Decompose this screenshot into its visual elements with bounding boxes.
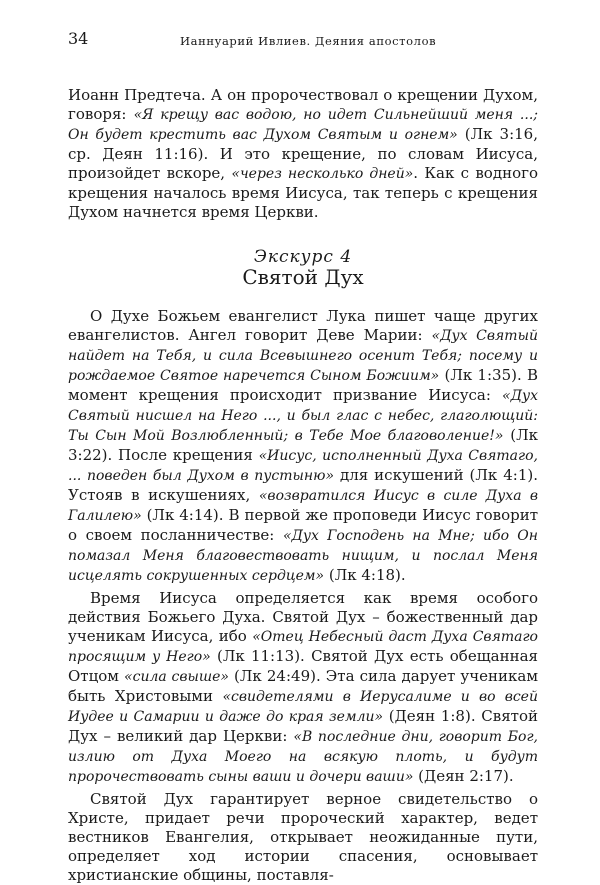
text-run: . Как с водного крещения началось время Иисуса, так теперь с крещения Духом начнется время Церкви.	[68, 164, 538, 221]
page-number: 34	[68, 29, 89, 48]
text-run: О Духе Божьем евангелист Лука пишет чаще других евангелистов. Ангел говорит Деве Марии:	[68, 307, 538, 344]
paragraph-witness: Святой Дух гарантирует верное свидетельство о Христе, придает речи пророческий характер, ведет вестников Евангелия, открывает неожиданные пути, определяет ход истории спасения, основывает христианские общины, поставля-	[68, 790, 538, 884]
text-run: Время Иисуса определяется как время особого действия Божьего Духа. Святой Дух – божественный дар ученикам Иисуса, ибо	[68, 589, 538, 645]
text-run: для искушений (Лк 4:1). Устояв в искушениях,	[68, 466, 539, 504]
text-run: (Деян 1:8). Святой Дух – великий дар Церкви:	[68, 707, 538, 745]
text-run: (Лк 3:16, ср. Деян 11:16). И это крещение, по словам Иисуса, произойдет вскоре,	[68, 125, 538, 182]
quote: «возвратился Иисус в силе Духа в Галилею»	[68, 488, 538, 524]
body-text	[68, 86, 538, 885]
paragraph-time-of-jesus	[68, 589, 538, 787]
quote: «Дух Святый нисшел на Него ..., и был глас с небес, глаголющий: Ты Сын Мой Возлюбленный; в Тебе Мое благоволение!»	[68, 388, 538, 444]
quote: «В последние дни, говорит Бог, излию от Духа Моего на всякую плоть, и будут пророчествовать сыны ваши и дочери ваши»	[68, 729, 538, 785]
quote: «сила свыше»	[124, 669, 229, 685]
quote: «Дух Святый найдет на Тебя, и сила Всевышнего осенит Тебя; посему и рождаемое Святое наречется Сыном Божиим»	[68, 328, 538, 384]
quote: «Отец Небесный даст Духа Святаго просящим у Него»	[68, 629, 538, 665]
text-run: (Лк 24:49). Эта сила дарует ученикам быть Христовыми	[68, 667, 539, 705]
quote: «через несколько дней»	[231, 166, 414, 182]
text-run: (Лк 3:22). После крещения	[68, 426, 539, 464]
quote: «Я крещу вас водою, но идет Сильнейший меня ...; Он будет крестить вас Духом Святым и огнем»	[68, 107, 538, 143]
excursus-kicker: Экскурс 4	[253, 247, 353, 267]
text-run: (Лк 4:18).	[324, 566, 406, 584]
excursus-title: Святой Дух	[242, 265, 364, 289]
paragraph-holy-spirit-luke	[68, 307, 538, 586]
quote: «свидетелями в Иерусалиме и во всей Иудее и Самарии и даже до края земли»	[68, 689, 538, 725]
quote: «Дух Господень на Мне; ибо Он помазал Меня благовествовать нищим, и послал Меня исцелять сокрушенных сердцем»	[68, 528, 538, 584]
quote: «Иисус, исполненный Духа Святаго, ... поведен был Духом в пустыню»	[68, 448, 538, 484]
text-run: (Лк 4:14). В первой же проповеди Иисус говорит о своем посланничестве:	[68, 506, 538, 544]
intro-paragraph	[68, 86, 538, 222]
running-title: Ианнуарий Ивлиев. Деяния апостолов	[180, 34, 437, 48]
text-run: (Лк 1:35). В момент крещения происходит призвание Иисуса:	[68, 366, 538, 404]
text-run: (Деян 2:17).	[413, 767, 514, 785]
text-run: Иоанн Предтеча. А он пророчествовал о крещении Духом, говоря:	[68, 86, 538, 123]
text-run: (Лк 11:13). Святой Дух есть обещанная Отцом	[68, 647, 538, 685]
